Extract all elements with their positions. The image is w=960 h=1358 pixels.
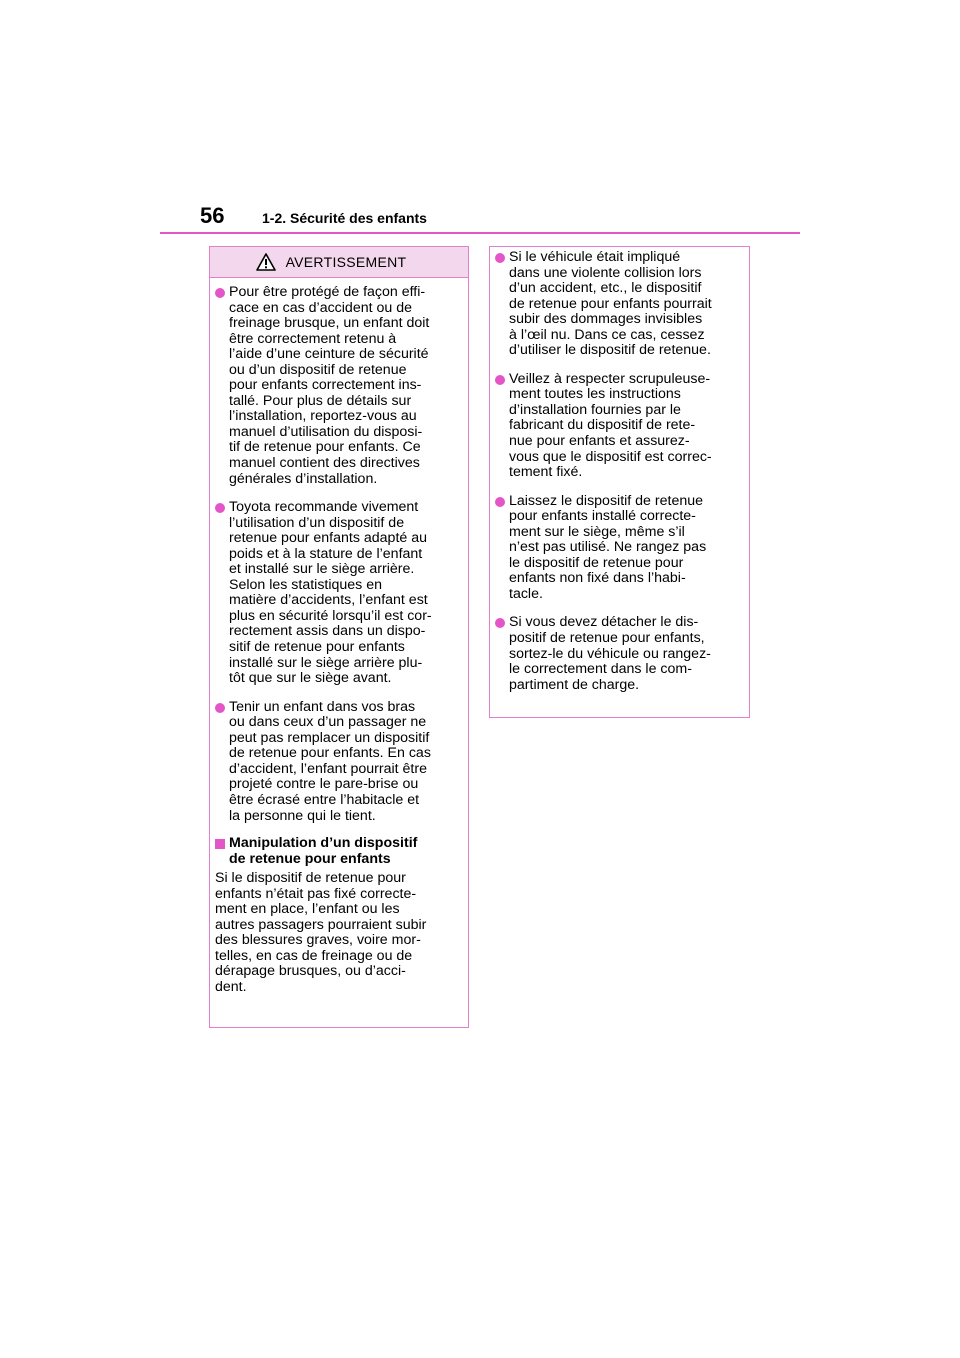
bullet-dot-icon [495, 497, 505, 507]
list-item-text: Laissez le dispositif de retenue pour enfants installé correcte- ment sur le siège, même s’il n’est pas utilisé. Ne rangez pas le dispositif de retenue pour enfants non fixé dans l’habi- tacle. [509, 492, 707, 602]
list-item [495, 250, 743, 359]
list-item [215, 285, 462, 487]
list-item-text: Pour être protégé de façon effi- cace en cas d’accident ou de freinage brusque, un enfant doit être correctement retenu à l’aide d’une ceinture de sécurité ou d’un dispositif de retenue pour enfants correctement ins- tallé. Pour plus de détails sur l’installation, reportez-vous au manuel d’utilisation du disposi- tif de retenue pour enfants. Ce manuel contient des directives générales d’installation. [229, 284, 430, 487]
continued-warning-box [489, 246, 750, 718]
subheading [215, 836, 462, 867]
square-bullet-icon [215, 839, 225, 849]
list-item-text: Veillez à respecter scrupuleuse- ment toutes les instructions d’installation fournies par le fabricant du dispositif de rete- nue pour enfants et assurez- vous que le dispositif est correc- tement fixé. [509, 370, 712, 481]
list-item [495, 494, 743, 603]
list-item-text: Tenir un enfant dans vos bras ou dans ceux d’un passager ne peut pas remplacer un dispositif de retenue pour enfants. En cas d’accident, l’enfant pourrait être projeté contre le pare-brise ou être écrasé entre l’habitacle et la personne qui le tient. [229, 698, 431, 824]
warning-box [209, 246, 469, 1028]
warning-title: AVERTISSEMENT [285, 254, 407, 270]
warning-triangle-icon [256, 253, 276, 271]
bullet-dot-icon [215, 703, 225, 713]
section-title: 1-2. Sécurité des enfants [262, 210, 427, 226]
list-item [495, 372, 743, 481]
bullet-dot-icon [215, 288, 225, 298]
bullet-dot-icon [495, 253, 505, 263]
list-item-text: Si le véhicule était impliqué dans une violente collision lors d’un accident, etc., le dispositif de retenue pour enfants pourrait subir des dommages invisibles à l’œil nu. Dans ce cas, cessez d’utiliser le dispositif de retenue. [509, 249, 712, 359]
warning-header [210, 247, 468, 278]
list-item-text: Si vous devez détacher le dis- positif de retenue pour enfants, sortez-le du véhicule ou rangez- le correctement dans le com- partiment de charge. [509, 614, 711, 693]
list-item-text: Toyota recommande vivement l’utilisation d’un dispositif de retenue pour enfants adapté au poids et à la stature de l’enfant et installé sur le siège arrière. Selon les statistiques en matière d’accidents, l’enfant est plus en sécurité lorsqu’il est cor- rectement assis dans un dispo- sitif de retenue pour enfants installé sur le siège arrière plu- tôt que sur le siège avant. [229, 499, 432, 687]
bullet-dot-icon [215, 503, 225, 513]
page-number: 56 [200, 203, 225, 228]
header-rule [160, 232, 800, 234]
subheading-text: Manipulation d’un dispositif de retenue pour enfants [229, 835, 418, 867]
list-item [495, 615, 743, 693]
paragraph: Si le dispositif de retenue pour enfants n’était pas fixé correcte- ment en place, l’enfant ou les autres passagers pourraient subir des blessures graves, voire mor- telles, en cas de freinage ou de dérapage brusques, ou d’acci- dent. [215, 870, 427, 995]
list-item [215, 700, 462, 824]
warning-body [210, 278, 468, 996]
continued-body [490, 247, 749, 693]
list-item [215, 500, 462, 687]
bullet-dot-icon [495, 375, 505, 385]
bullet-dot-icon [495, 618, 505, 628]
